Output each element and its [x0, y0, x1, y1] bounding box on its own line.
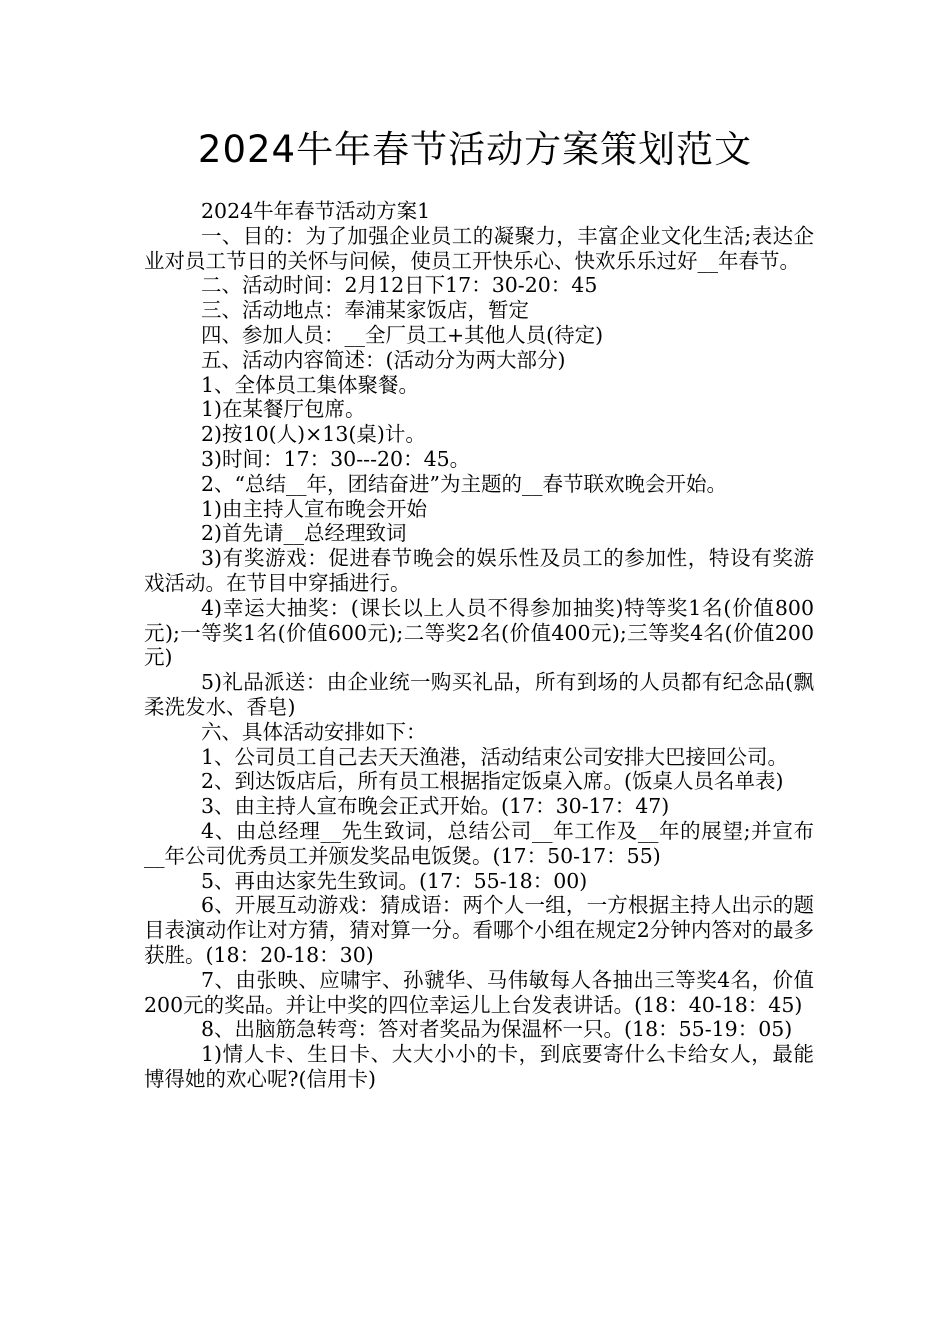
document-body — [144, 199, 814, 1092]
paragraph: 1、公司员工自己去天天渔港，活动结束公司安排大巴接回公司。 — [201, 744, 789, 769]
paragraph: 1)由主持人宣布晚会开始 — [201, 496, 428, 521]
paragraph: 4、由总经理__先生致词，总结公司__年工作及__年的展望;并宣布__年公司优秀员工并颁发奖品电饭煲。(17：50-17：55) — [144, 818, 814, 868]
paragraph: 一、目的：为了加强企业员工的凝聚力，丰富企业文化生活;表达企业对员工节日的关怀与问候，使员工开快乐心、快欢乐乐过好__年春节。 — [144, 223, 814, 273]
paragraph: 3)时间：17：30---20：45。 — [201, 446, 471, 471]
paragraph: 2、到达饭店后，所有员工根据指定饭桌入席。(饭桌人员名单表) — [201, 769, 784, 794]
paragraph: 二、活动时间：2月12日下17：30-20：45 — [201, 273, 598, 298]
paragraph: 2)按10(人)×13(桌)计。 — [201, 422, 426, 447]
paragraph: 7、由张映、应啸宇、孙虢华、马伟敏每人各抽出三等奖4名，价值200元的奖品。并让中奖的四位幸运儿上台发表讲话。(18：40-18：45) — [144, 967, 814, 1017]
paragraph: 1)情人卡、生日卡、大大小小的卡，到底要寄什么卡给女人，最能博得她的欢心呢?(信用卡) — [144, 1042, 814, 1091]
paragraph: 三、活动地点：奉浦某家饭店，暂定 — [201, 298, 529, 323]
paragraph: 2)首先请__总经理致词 — [201, 521, 407, 546]
paragraph: 六、具体活动安排如下： — [201, 719, 427, 744]
paragraph: 4)幸运大抽奖：(课长以上人员不得参加抽奖)特等奖1名(价值800元);一等奖1名(价值600元);二等奖2名(价值400元);三等奖4名(价值200元) — [144, 595, 814, 670]
paragraph: 五、活动内容简述：(活动分为两大部分) — [201, 347, 566, 372]
paragraph: 6、开展互动游戏：猜成语：两个人一组，一方根据主持人出示的题目表演动作让对方猜，猜对算一分。看哪个小组在规定2分钟内答对的最多获胜。(18：20-18：30) — [144, 893, 814, 967]
paragraph: 3、由主持人宣布晚会正式开始。(17：30-17：47) — [201, 794, 670, 819]
document-title: 2024牛年春节活动方案策划范文 — [197, 128, 753, 171]
paragraph: 1、全体员工集体聚餐。 — [201, 372, 420, 397]
paragraph: 3)有奖游戏：促进春节晚会的娱乐性及员工的参加性，特设有奖游戏活动。在节目中穿插进行。 — [144, 546, 814, 595]
paragraph: 四、参加人员：__全厂员工+其他人员(待定) — [201, 322, 604, 347]
paragraph: 5、再由达家先生致词。(17：55-18：00) — [201, 868, 588, 893]
paragraph: 2、“总结__年，团结奋进”为主题的__春节联欢晚会开始。 — [201, 471, 728, 496]
paragraph: 8、出脑筋急转弯：答对者奖品为保温杯一只。(18：55-19：05) — [201, 1017, 793, 1042]
paragraph: 2024牛年春节活动方案1 — [201, 199, 431, 223]
paragraph: 1)在某餐厅包席。 — [201, 397, 366, 422]
paragraph: 5)礼品派送：由企业统一购买礼品，所有到场的人员都有纪念品(飘柔洗发水、香皂) — [144, 670, 814, 719]
